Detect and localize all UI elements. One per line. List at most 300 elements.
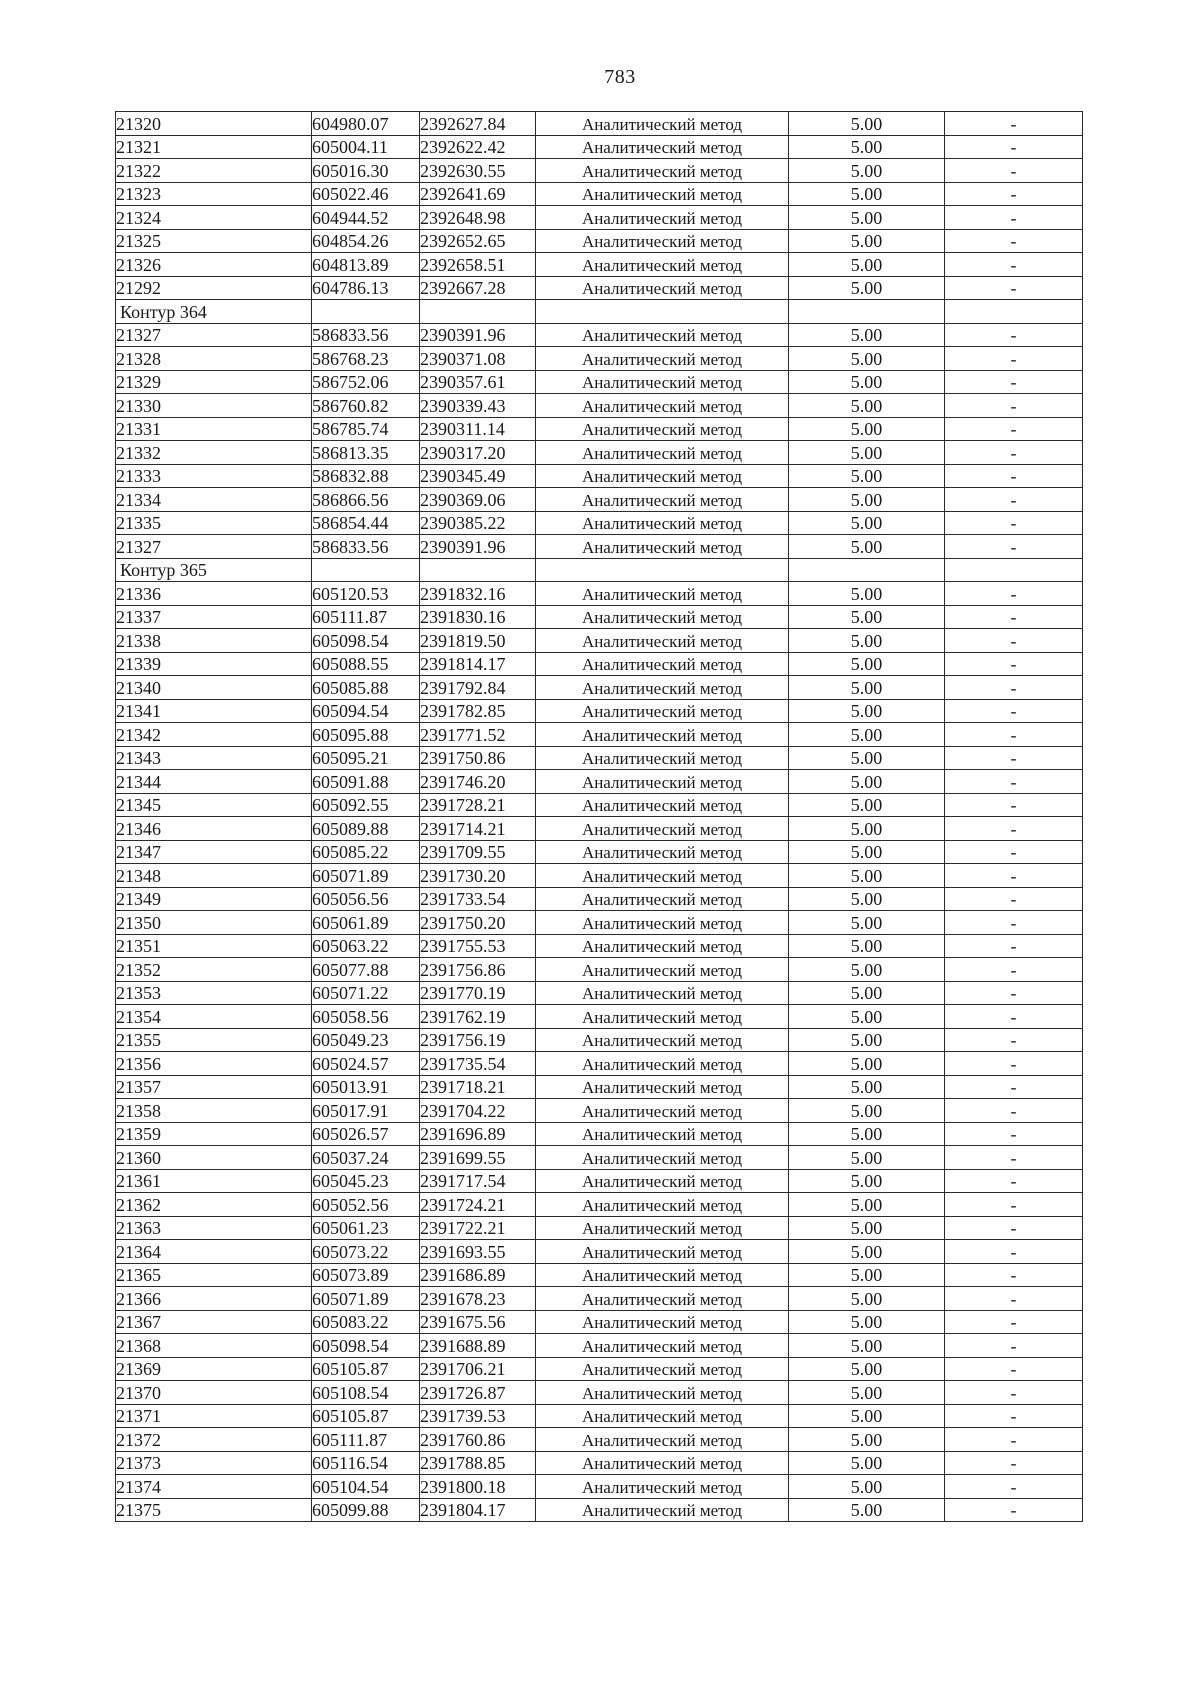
point-id-cell: 21346 bbox=[116, 817, 312, 841]
method-cell: Аналитический метод bbox=[536, 417, 789, 441]
point-id-cell: 21328 bbox=[116, 347, 312, 371]
point-id-cell: 21368 bbox=[116, 1334, 312, 1358]
point-id-cell: 21329 bbox=[116, 370, 312, 394]
accuracy-cell: 5.00 bbox=[789, 1028, 945, 1052]
x-coordinate-cell: 605105.87 bbox=[312, 1357, 420, 1381]
accuracy-cell: 5.00 bbox=[789, 582, 945, 606]
note-cell: - bbox=[945, 1122, 1083, 1146]
accuracy-cell: 5.00 bbox=[789, 934, 945, 958]
y-coordinate-cell: 2391830.16 bbox=[420, 605, 536, 629]
accuracy-cell: 5.00 bbox=[789, 911, 945, 935]
method-cell: Аналитический метод bbox=[536, 135, 789, 159]
x-coordinate-cell: 586768.23 bbox=[312, 347, 420, 371]
accuracy-cell: 5.00 bbox=[789, 1287, 945, 1311]
point-id-cell: 21353 bbox=[116, 981, 312, 1005]
method-cell: Аналитический метод bbox=[536, 746, 789, 770]
note-cell: - bbox=[945, 652, 1083, 676]
method-cell: Аналитический метод bbox=[536, 817, 789, 841]
table-row bbox=[116, 629, 1083, 653]
accuracy-cell: 5.00 bbox=[789, 652, 945, 676]
point-id-cell: 21372 bbox=[116, 1428, 312, 1452]
contour-header-row bbox=[116, 558, 1083, 582]
accuracy-cell: 5.00 bbox=[789, 417, 945, 441]
table-row bbox=[116, 864, 1083, 888]
point-id-cell: 21360 bbox=[116, 1146, 312, 1170]
accuracy-cell: 5.00 bbox=[789, 1146, 945, 1170]
method-cell: Аналитический метод bbox=[536, 1451, 789, 1475]
table-row bbox=[116, 535, 1083, 559]
note-cell: - bbox=[945, 1075, 1083, 1099]
x-coordinate-cell: 605095.21 bbox=[312, 746, 420, 770]
method-cell: Аналитический метод bbox=[536, 652, 789, 676]
point-id-cell: 21374 bbox=[116, 1475, 312, 1499]
point-id-cell: 21340 bbox=[116, 676, 312, 700]
point-id-cell: 21367 bbox=[116, 1310, 312, 1334]
x-coordinate-cell: 604980.07 bbox=[312, 112, 420, 136]
table-row bbox=[116, 1169, 1083, 1193]
method-cell: Аналитический метод bbox=[536, 394, 789, 418]
x-coordinate-cell: 605045.23 bbox=[312, 1169, 420, 1193]
point-id-cell: 21347 bbox=[116, 840, 312, 864]
note-cell: - bbox=[945, 347, 1083, 371]
y-coordinate-cell: 2392630.55 bbox=[420, 159, 536, 183]
point-id-cell: 21361 bbox=[116, 1169, 312, 1193]
y-coordinate-cell: 2392622.42 bbox=[420, 135, 536, 159]
note-cell: - bbox=[945, 1005, 1083, 1029]
table-row bbox=[116, 1381, 1083, 1405]
y-coordinate-cell: 2392648.98 bbox=[420, 206, 536, 230]
table-row bbox=[116, 840, 1083, 864]
x-coordinate-cell: 605004.11 bbox=[312, 135, 420, 159]
table-row bbox=[116, 652, 1083, 676]
method-cell: Аналитический метод bbox=[536, 1099, 789, 1123]
note-cell: - bbox=[945, 911, 1083, 935]
y-coordinate-cell: 2391675.56 bbox=[420, 1310, 536, 1334]
x-coordinate-cell: 605098.54 bbox=[312, 1334, 420, 1358]
point-id-cell: 21292 bbox=[116, 276, 312, 300]
table-row bbox=[116, 323, 1083, 347]
accuracy-cell: 5.00 bbox=[789, 605, 945, 629]
table-row bbox=[116, 229, 1083, 253]
table-row bbox=[116, 464, 1083, 488]
x-coordinate-cell: 604944.52 bbox=[312, 206, 420, 230]
x-coordinate-cell: 586813.35 bbox=[312, 441, 420, 465]
accuracy-cell: 5.00 bbox=[789, 1005, 945, 1029]
method-cell: Аналитический метод bbox=[536, 1357, 789, 1381]
point-id-cell: 21354 bbox=[116, 1005, 312, 1029]
table-row bbox=[116, 1216, 1083, 1240]
accuracy-cell: 5.00 bbox=[789, 323, 945, 347]
note-cell: - bbox=[945, 276, 1083, 300]
table-row bbox=[116, 1334, 1083, 1358]
note-cell: - bbox=[945, 1428, 1083, 1452]
x-coordinate-cell: 605026.57 bbox=[312, 1122, 420, 1146]
note-cell: - bbox=[945, 112, 1083, 136]
table-row bbox=[116, 1075, 1083, 1099]
x-coordinate-cell: 604854.26 bbox=[312, 229, 420, 253]
method-cell: Аналитический метод bbox=[536, 1498, 789, 1522]
accuracy-cell: 5.00 bbox=[789, 770, 945, 794]
note-cell: - bbox=[945, 864, 1083, 888]
note-cell: - bbox=[945, 253, 1083, 277]
note-cell: - bbox=[945, 464, 1083, 488]
x-coordinate-cell: 605058.56 bbox=[312, 1005, 420, 1029]
accuracy-cell: 5.00 bbox=[789, 511, 945, 535]
point-id-cell: 21349 bbox=[116, 887, 312, 911]
point-id-cell: 21341 bbox=[116, 699, 312, 723]
point-id-cell: 21337 bbox=[116, 605, 312, 629]
note-cell: - bbox=[945, 1310, 1083, 1334]
note-cell: - bbox=[945, 1169, 1083, 1193]
point-id-cell: 21334 bbox=[116, 488, 312, 512]
x-coordinate-cell: 605061.23 bbox=[312, 1216, 420, 1240]
note-cell: - bbox=[945, 1146, 1083, 1170]
point-id-cell: 21359 bbox=[116, 1122, 312, 1146]
point-id-cell: 21342 bbox=[116, 723, 312, 747]
point-id-cell: 21365 bbox=[116, 1263, 312, 1287]
y-coordinate-cell: 2391730.20 bbox=[420, 864, 536, 888]
point-id-cell: 21375 bbox=[116, 1498, 312, 1522]
method-cell: Аналитический метод bbox=[536, 323, 789, 347]
table-row bbox=[116, 1310, 1083, 1334]
note-cell: - bbox=[945, 1099, 1083, 1123]
point-id-cell: 21373 bbox=[116, 1451, 312, 1475]
note-cell: - bbox=[945, 1263, 1083, 1287]
point-id-cell: 21324 bbox=[116, 206, 312, 230]
y-coordinate-cell: 2390311.14 bbox=[420, 417, 536, 441]
y-coordinate-cell: 2391755.53 bbox=[420, 934, 536, 958]
x-coordinate-cell: 586760.82 bbox=[312, 394, 420, 418]
y-coordinate-cell: 2391718.21 bbox=[420, 1075, 536, 1099]
table-row bbox=[116, 1263, 1083, 1287]
method-cell: Аналитический метод bbox=[536, 112, 789, 136]
method-cell: Аналитический метод bbox=[536, 1381, 789, 1405]
note-cell: - bbox=[945, 723, 1083, 747]
method-cell: Аналитический метод bbox=[536, 934, 789, 958]
x-coordinate-cell: 605108.54 bbox=[312, 1381, 420, 1405]
table-row bbox=[116, 206, 1083, 230]
note-cell: - bbox=[945, 159, 1083, 183]
table-row bbox=[116, 135, 1083, 159]
table-row bbox=[116, 511, 1083, 535]
point-id-cell: 21370 bbox=[116, 1381, 312, 1405]
y-coordinate-cell: 2391832.16 bbox=[420, 582, 536, 606]
x-coordinate-cell: 605092.55 bbox=[312, 793, 420, 817]
note-cell: - bbox=[945, 1240, 1083, 1264]
accuracy-cell: 5.00 bbox=[789, 699, 945, 723]
x-coordinate-cell: 605071.22 bbox=[312, 981, 420, 1005]
table-row bbox=[116, 1498, 1083, 1522]
point-id-cell: 21325 bbox=[116, 229, 312, 253]
table-row bbox=[116, 911, 1083, 935]
accuracy-cell: 5.00 bbox=[789, 135, 945, 159]
accuracy-cell: 5.00 bbox=[789, 723, 945, 747]
note-cell: - bbox=[945, 699, 1083, 723]
y-coordinate-cell: 2391762.19 bbox=[420, 1005, 536, 1029]
table-row bbox=[116, 347, 1083, 371]
table-row bbox=[116, 770, 1083, 794]
y-coordinate-cell: 2391678.23 bbox=[420, 1287, 536, 1311]
note-cell: - bbox=[945, 629, 1083, 653]
accuracy-cell: 5.00 bbox=[789, 1263, 945, 1287]
note-cell: - bbox=[945, 605, 1083, 629]
y-coordinate-cell: 2391782.85 bbox=[420, 699, 536, 723]
y-coordinate-cell: 2390391.96 bbox=[420, 535, 536, 559]
point-id-cell: 21363 bbox=[116, 1216, 312, 1240]
y-coordinate-cell: 2390357.61 bbox=[420, 370, 536, 394]
method-cell: Аналитический метод bbox=[536, 1475, 789, 1499]
point-id-cell: 21348 bbox=[116, 864, 312, 888]
note-cell: - bbox=[945, 793, 1083, 817]
accuracy-cell: 5.00 bbox=[789, 746, 945, 770]
table-row bbox=[116, 1193, 1083, 1217]
y-coordinate-cell: 2392627.84 bbox=[420, 112, 536, 136]
table-row bbox=[116, 793, 1083, 817]
note-cell: - bbox=[945, 417, 1083, 441]
point-id-cell: 21345 bbox=[116, 793, 312, 817]
table-row bbox=[116, 1451, 1083, 1475]
x-coordinate-cell: 605105.87 bbox=[312, 1404, 420, 1428]
accuracy-cell: 5.00 bbox=[789, 1122, 945, 1146]
table-row bbox=[116, 1357, 1083, 1381]
y-coordinate-cell: 2391696.89 bbox=[420, 1122, 536, 1146]
table-row bbox=[116, 582, 1083, 606]
method-cell: Аналитический метод bbox=[536, 699, 789, 723]
method-cell: Аналитический метод bbox=[536, 370, 789, 394]
y-coordinate-cell: 2391788.85 bbox=[420, 1451, 536, 1475]
x-coordinate-cell: 605013.91 bbox=[312, 1075, 420, 1099]
method-cell: Аналитический метод bbox=[536, 159, 789, 183]
y-coordinate-cell: 2391800.18 bbox=[420, 1475, 536, 1499]
y-coordinate-cell: 2391814.17 bbox=[420, 652, 536, 676]
table-row bbox=[116, 1475, 1083, 1499]
x-coordinate-cell: 605104.54 bbox=[312, 1475, 420, 1499]
x-coordinate-cell: 605095.88 bbox=[312, 723, 420, 747]
accuracy-cell: 5.00 bbox=[789, 229, 945, 253]
y-coordinate-cell: 2392667.28 bbox=[420, 276, 536, 300]
method-cell: Аналитический метод bbox=[536, 1122, 789, 1146]
note-cell: - bbox=[945, 323, 1083, 347]
y-coordinate-cell: 2391750.86 bbox=[420, 746, 536, 770]
x-coordinate-cell: 605056.56 bbox=[312, 887, 420, 911]
point-id-cell: 21336 bbox=[116, 582, 312, 606]
table-row bbox=[116, 159, 1083, 183]
point-id-cell: 21355 bbox=[116, 1028, 312, 1052]
point-id-cell: 21335 bbox=[116, 511, 312, 535]
point-id-cell: 21326 bbox=[116, 253, 312, 277]
contour-header-row bbox=[116, 300, 1083, 324]
y-coordinate-cell: 2391686.89 bbox=[420, 1263, 536, 1287]
note-cell: - bbox=[945, 958, 1083, 982]
table-row bbox=[116, 1287, 1083, 1311]
method-cell: Аналитический метод bbox=[536, 911, 789, 935]
table-row bbox=[116, 699, 1083, 723]
x-coordinate-cell: 605071.89 bbox=[312, 864, 420, 888]
accuracy-cell: 5.00 bbox=[789, 1216, 945, 1240]
point-id-cell: 21350 bbox=[116, 911, 312, 935]
method-cell: Аналитический метод bbox=[536, 1404, 789, 1428]
note-cell: - bbox=[945, 1216, 1083, 1240]
y-coordinate-cell: 2390385.22 bbox=[420, 511, 536, 535]
x-coordinate-cell: 605016.30 bbox=[312, 159, 420, 183]
note-cell: - bbox=[945, 535, 1083, 559]
method-cell: Аналитический метод bbox=[536, 1216, 789, 1240]
note-cell: - bbox=[945, 1193, 1083, 1217]
method-cell: Аналитический метод bbox=[536, 488, 789, 512]
x-coordinate-cell: 605085.88 bbox=[312, 676, 420, 700]
note-cell: - bbox=[945, 394, 1083, 418]
point-id-cell: 21332 bbox=[116, 441, 312, 465]
accuracy-cell: 5.00 bbox=[789, 112, 945, 136]
x-coordinate-cell: 586833.56 bbox=[312, 323, 420, 347]
y-coordinate-cell: 2390369.06 bbox=[420, 488, 536, 512]
point-id-cell: 21338 bbox=[116, 629, 312, 653]
point-id-cell: 21351 bbox=[116, 934, 312, 958]
x-coordinate-cell: 586833.56 bbox=[312, 535, 420, 559]
accuracy-cell: 5.00 bbox=[789, 347, 945, 371]
accuracy-cell: 5.00 bbox=[789, 394, 945, 418]
accuracy-cell: 5.00 bbox=[789, 676, 945, 700]
x-coordinate-cell: 605085.22 bbox=[312, 840, 420, 864]
point-id-cell: 21331 bbox=[116, 417, 312, 441]
table-row bbox=[116, 441, 1083, 465]
y-coordinate-cell: 2391717.54 bbox=[420, 1169, 536, 1193]
table-row bbox=[116, 1428, 1083, 1452]
accuracy-cell: 5.00 bbox=[789, 535, 945, 559]
y-coordinate-cell: 2391699.55 bbox=[420, 1146, 536, 1170]
accuracy-cell: 5.00 bbox=[789, 1075, 945, 1099]
accuracy-cell: 5.00 bbox=[789, 1240, 945, 1264]
x-coordinate-cell: 605073.89 bbox=[312, 1263, 420, 1287]
x-coordinate-cell: 586832.88 bbox=[312, 464, 420, 488]
y-coordinate-cell: 2391735.54 bbox=[420, 1052, 536, 1076]
table-row bbox=[116, 1028, 1083, 1052]
table-row bbox=[116, 1005, 1083, 1029]
note-cell: - bbox=[945, 1357, 1083, 1381]
x-coordinate-cell: 586752.06 bbox=[312, 370, 420, 394]
y-coordinate-cell: 2391724.21 bbox=[420, 1193, 536, 1217]
y-coordinate-cell: 2391819.50 bbox=[420, 629, 536, 653]
method-cell: Аналитический метод bbox=[536, 1428, 789, 1452]
method-cell: Аналитический метод bbox=[536, 1028, 789, 1052]
y-coordinate-cell: 2390339.43 bbox=[420, 394, 536, 418]
y-coordinate-cell: 2392658.51 bbox=[420, 253, 536, 277]
y-coordinate-cell: 2391714.21 bbox=[420, 817, 536, 841]
empty-cell bbox=[312, 300, 420, 324]
table-row bbox=[116, 981, 1083, 1005]
table-row bbox=[116, 370, 1083, 394]
y-coordinate-cell: 2391722.21 bbox=[420, 1216, 536, 1240]
x-coordinate-cell: 604786.13 bbox=[312, 276, 420, 300]
y-coordinate-cell: 2391704.22 bbox=[420, 1099, 536, 1123]
y-coordinate-cell: 2391756.19 bbox=[420, 1028, 536, 1052]
method-cell: Аналитический метод bbox=[536, 1052, 789, 1076]
table-row bbox=[116, 1146, 1083, 1170]
empty-cell bbox=[945, 558, 1083, 582]
point-id-cell: 21321 bbox=[116, 135, 312, 159]
note-cell: - bbox=[945, 182, 1083, 206]
method-cell: Аналитический метод bbox=[536, 206, 789, 230]
table-row bbox=[116, 276, 1083, 300]
note-cell: - bbox=[945, 1475, 1083, 1499]
table-row bbox=[116, 253, 1083, 277]
note-cell: - bbox=[945, 887, 1083, 911]
method-cell: Аналитический метод bbox=[536, 1005, 789, 1029]
accuracy-cell: 5.00 bbox=[789, 629, 945, 653]
point-id-cell: 21366 bbox=[116, 1287, 312, 1311]
x-coordinate-cell: 605089.88 bbox=[312, 817, 420, 841]
x-coordinate-cell: 605037.24 bbox=[312, 1146, 420, 1170]
method-cell: Аналитический метод bbox=[536, 629, 789, 653]
x-coordinate-cell: 605111.87 bbox=[312, 1428, 420, 1452]
method-cell: Аналитический метод bbox=[536, 605, 789, 629]
point-id-cell: 21322 bbox=[116, 159, 312, 183]
y-coordinate-cell: 2391792.84 bbox=[420, 676, 536, 700]
method-cell: Аналитический метод bbox=[536, 958, 789, 982]
table-row bbox=[116, 1052, 1083, 1076]
accuracy-cell: 5.00 bbox=[789, 1099, 945, 1123]
note-cell: - bbox=[945, 1498, 1083, 1522]
note-cell: - bbox=[945, 770, 1083, 794]
point-id-cell: 21323 bbox=[116, 182, 312, 206]
method-cell: Аналитический метод bbox=[536, 535, 789, 559]
accuracy-cell: 5.00 bbox=[789, 206, 945, 230]
accuracy-cell: 5.00 bbox=[789, 464, 945, 488]
empty-cell bbox=[789, 558, 945, 582]
method-cell: Аналитический метод bbox=[536, 723, 789, 747]
x-coordinate-cell: 605071.89 bbox=[312, 1287, 420, 1311]
note-cell: - bbox=[945, 1287, 1083, 1311]
table-row bbox=[116, 1099, 1083, 1123]
table-row bbox=[116, 1404, 1083, 1428]
point-id-cell: 21364 bbox=[116, 1240, 312, 1264]
note-cell: - bbox=[945, 229, 1083, 253]
x-coordinate-cell: 604813.89 bbox=[312, 253, 420, 277]
note-cell: - bbox=[945, 746, 1083, 770]
method-cell: Аналитический метод bbox=[536, 582, 789, 606]
x-coordinate-cell: 605052.56 bbox=[312, 1193, 420, 1217]
contour-label: Контур 364 bbox=[116, 300, 312, 324]
note-cell: - bbox=[945, 582, 1083, 606]
method-cell: Аналитический метод bbox=[536, 182, 789, 206]
point-id-cell: 21357 bbox=[116, 1075, 312, 1099]
x-coordinate-cell: 605022.46 bbox=[312, 182, 420, 206]
method-cell: Аналитический метод bbox=[536, 1075, 789, 1099]
table-row bbox=[116, 182, 1083, 206]
y-coordinate-cell: 2392652.65 bbox=[420, 229, 536, 253]
table-row bbox=[116, 746, 1083, 770]
point-id-cell: 21369 bbox=[116, 1357, 312, 1381]
table-row bbox=[116, 817, 1083, 841]
page-number: 783 bbox=[604, 66, 636, 88]
note-cell: - bbox=[945, 135, 1083, 159]
empty-cell bbox=[420, 300, 536, 324]
accuracy-cell: 5.00 bbox=[789, 1498, 945, 1522]
empty-cell bbox=[945, 300, 1083, 324]
method-cell: Аналитический метод bbox=[536, 1310, 789, 1334]
point-id-cell: 21330 bbox=[116, 394, 312, 418]
point-id-cell: 21344 bbox=[116, 770, 312, 794]
accuracy-cell: 5.00 bbox=[789, 887, 945, 911]
x-coordinate-cell: 586866.56 bbox=[312, 488, 420, 512]
point-id-cell: 21327 bbox=[116, 323, 312, 347]
method-cell: Аналитический метод bbox=[536, 793, 789, 817]
note-cell: - bbox=[945, 1404, 1083, 1428]
table-row bbox=[116, 605, 1083, 629]
point-id-cell: 21327 bbox=[116, 535, 312, 559]
accuracy-cell: 5.00 bbox=[789, 253, 945, 277]
method-cell: Аналитический метод bbox=[536, 511, 789, 535]
